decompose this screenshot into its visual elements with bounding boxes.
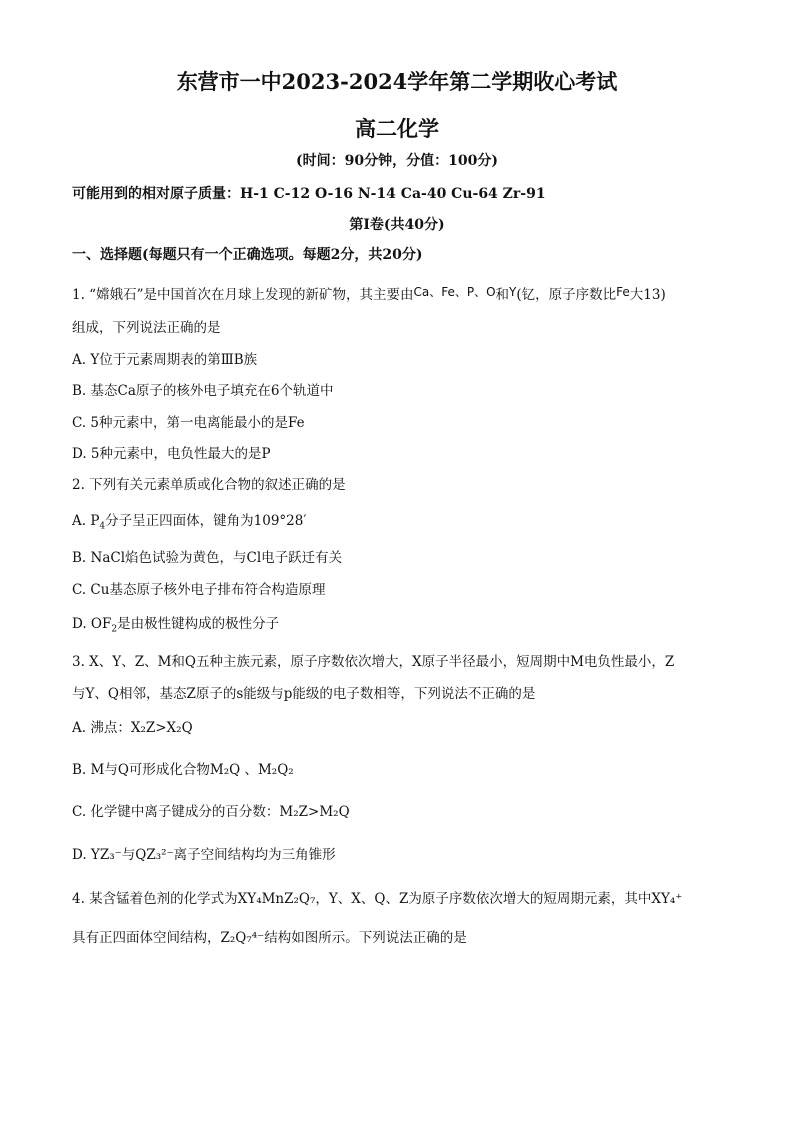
q1-stem-a: 1. “嫦娥石”是中国首次在月球上发现的新矿物，其主要由 bbox=[72, 287, 414, 303]
q3-option-d: D. YZ₃⁻与QZ₃²⁻离子空间结构均为三角锥形 bbox=[72, 847, 336, 863]
q1-option-d: D. 5种元素中，电负性最大的是P bbox=[72, 446, 271, 462]
section-heading: 一、选择题(每题只有一个正确选项。每题2分，共20分) bbox=[72, 247, 423, 263]
q1-y: Y bbox=[509, 285, 517, 299]
q2-option-a bbox=[72, 509, 306, 532]
q2-a-sub: 4 bbox=[99, 521, 106, 532]
q1-stem-c: 大13) bbox=[629, 287, 666, 303]
q1-stem-b: (钇，原子序数比 bbox=[516, 287, 617, 303]
exam-title: 东营市一中2023-2024学年第二学期收心考试 bbox=[176, 69, 618, 94]
q3-stem-line1: 3. X、Y、Z、M和Q五种主族元素，原子序数依次增大，X原子半径最小，短周期中M电负性最小，Z bbox=[72, 654, 675, 670]
q2-d-pre: D. OF bbox=[72, 616, 112, 632]
q1-stem-line2: 组成，下列说法正确的是 bbox=[72, 320, 221, 336]
q2-a-pre: A. P bbox=[72, 513, 100, 529]
q4-stem-line1: 4. 某含锰着色剂的化学式为XY₄MnZ₂Q₇，Y、X、Q、Z为原子序数依次增大的短周期元素，其中XY₄⁺ bbox=[72, 891, 683, 907]
q2-option-d bbox=[72, 612, 279, 635]
q1-stem-line1 bbox=[72, 283, 666, 303]
q2-option-c: C. Cu基态原子核外电子排布符合构造原理 bbox=[72, 582, 326, 598]
q1-elements: Ca、Fe、P、O bbox=[413, 285, 496, 299]
q2-d-sub: 2 bbox=[111, 624, 118, 635]
q1-fe: Fe bbox=[616, 285, 630, 299]
q1-option-b: B. 基态Ca原子的核外电子填充在6个轨道中 bbox=[72, 383, 334, 399]
q3-option-b: B. M与Q可形成化合物M₂Q 、M₂Q₂ bbox=[72, 762, 294, 778]
exam-info: (时间：90分钟，分值：100分) bbox=[296, 153, 498, 169]
q4-stem-line2: 具有正四面体空间结构，Z₂Q₇⁴⁻结构如图所示。下列说法正确的是 bbox=[72, 930, 467, 946]
q3-option-a: A. 沸点：X₂Z>X₂Q bbox=[72, 720, 193, 736]
q3-option-c: C. 化学键中离子键成分的百分数：M₂Z>M₂Q bbox=[72, 804, 350, 820]
q1-and: 和 bbox=[495, 287, 510, 303]
q1-option-c: C. 5种元素中，第一电离能最小的是Fe bbox=[72, 415, 305, 431]
exam-subject: 高二化学 bbox=[355, 116, 439, 141]
q2-d-post: 是由极性键构成的极性分子 bbox=[117, 616, 280, 632]
q2-a-post: 分子呈正四面体，键角为109°28′ bbox=[105, 513, 307, 529]
q2-stem: 2. 下列有关元素单质或化合物的叙述正确的是 bbox=[72, 477, 346, 493]
q2-option-b: B. NaCl焰色试验为黄色，与Cl电子跃迁有关 bbox=[72, 550, 343, 566]
q1-option-a: A. Y位于元素周期表的第ⅢB族 bbox=[72, 352, 258, 368]
atomic-masses: 可能用到的相对原子质量：H-1 C-12 O-16 N-14 Ca-40 Cu-64 Zr-91 bbox=[72, 186, 546, 202]
q3-stem-line2: 与Y、Q相邻，基态Z原子的s能级与p能级的电子数相等，下列说法不正确的是 bbox=[72, 686, 536, 702]
volume-heading: 第Ⅰ卷(共40分) bbox=[349, 217, 445, 233]
